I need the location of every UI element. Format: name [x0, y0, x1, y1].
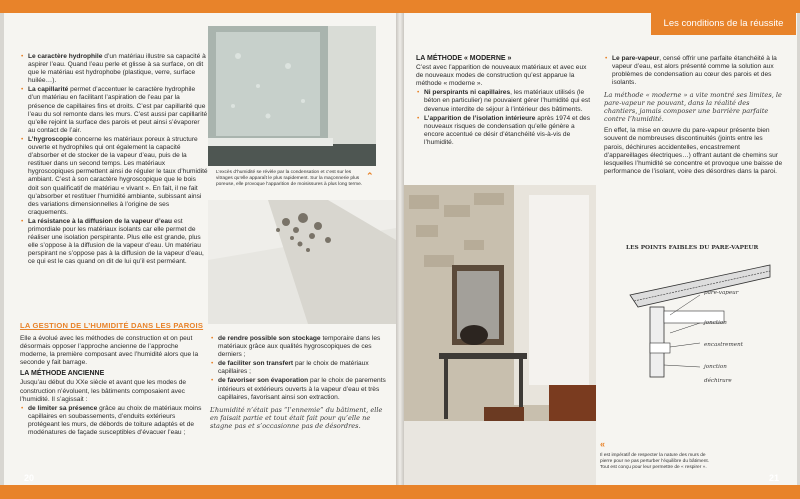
photo-caption: Il est impératif de respecter la nature des murs de pierre pour ne pas perturber l’équilibre du bâtiment. Tout est conçu pour leur permettre de « respirer ».	[600, 453, 710, 470]
page-number-left: 20	[24, 473, 35, 483]
keyword: L’apparition de l’isolation intérieure	[424, 114, 536, 122]
bullet-text: temporaire dans les matériaux grâce aux qualités hygroscopiques de ces derniers ;	[218, 335, 381, 359]
mold-corner-photo	[208, 200, 396, 324]
bullet-text: , les matériaux utilisés (le béton en particulier) ne pouvaient gérer l’humidité qui est devenue interdite de séjour à l’intérieur des bâtiments.	[424, 89, 591, 113]
bullet-evaporation	[210, 377, 390, 401]
bullet-text: après 1974 et des nouveaux risques de condensation qu’elle génère a encore accentué ce désir d’étanchéité vis-à-vis de l’humidité.	[424, 114, 591, 146]
bullet-limiter	[20, 405, 208, 437]
diagram-title: LES POINTS FAIBLES DU PARE-VAPEUR	[626, 245, 759, 251]
chevron-icon: «	[600, 439, 606, 449]
label-jonction-bottom: jonction	[704, 364, 727, 370]
bullet-perspirants	[416, 89, 594, 113]
keyword: de faciliter son transfert	[218, 360, 294, 368]
chevron-icon: ⌃	[366, 171, 374, 181]
keyword: Le caractère hydrophile	[28, 53, 103, 60]
chapter-header-tab: Les conditions de la réussite	[651, 13, 796, 35]
ancienne-intro: Jusqu’au début du XXe siècle et avant que les modes de construction n’évoluent, les bâtiments composaient avec l’humidité. Il s’agissait :	[20, 379, 187, 403]
keyword: L’hygroscopie	[28, 135, 73, 143]
label-encastrement: encastrement	[704, 342, 743, 348]
bullet-stockage	[210, 335, 390, 359]
keyword: Ni perspirants ni capillaires	[424, 89, 511, 97]
pare-vapeur-diagram	[620, 255, 780, 385]
section-title: LA GESTION DE L’HUMIDITÉ DANS LES PAROIS	[20, 321, 204, 330]
bullet-text: d’un matériau illustre sa capacité à aspirer l’eau. Quand l’eau perle et glisse à sa surface, on dit que le matériau est hydrophobe (plastique, verre, surface huilée…).	[28, 53, 206, 85]
window-caption: L’excès d’humidité se révèle par la condensation et c’est sur les vitrages qu’elle apparaît le plus rapidement. Sur la maçonnerie plus poreuse, elle provoque l’apparition de moisissures à plus long terme.	[216, 170, 363, 187]
left-page	[4, 13, 396, 485]
bullet-text: permet d’accentuer le caractère hydrophile d’un matériau en facilitant l’aspiration de l’eau par la présence de capillaires fins et droits. C’est par capillarité que l’eau du sol remonte dans les murs. C’est aussi par capillarité qu’elle rejoint la surface des parois et peut ainsi s’évaporer au contact de l’air.	[28, 86, 208, 134]
bullet-text: par le choix de parements intérieurs et extérieurs ouverts à la vapeur d’eau et très capillaires, favorisant ainsi son extraction.	[218, 377, 386, 401]
keyword: de rendre possible son stockage	[218, 335, 321, 342]
gestion-left-column	[20, 335, 208, 438]
keyword: Le pare-vapeur	[612, 55, 660, 62]
bullet-resistance	[20, 218, 208, 267]
spine-gutter	[396, 13, 404, 485]
label-dechirure: déchirure	[704, 378, 732, 384]
moderne-column	[416, 55, 594, 148]
keyword: de limiter sa présence	[28, 404, 98, 412]
gestion-right-column	[210, 335, 390, 431]
bullet-transfert	[210, 360, 390, 376]
bullet-text: par le choix de matériaux capillaires ;	[218, 360, 369, 376]
bullet-text: , censé offrir une parfaite étanchéité à la vapeur d’eau, est alors présenté comme la solution aux problèmes de condensation au cœur des parois et des isolants.	[612, 55, 777, 87]
handwritten-quote: La méthode « moderne » a vite montré ses limites, le pare-vapeur ne pouvant, dans la réalité des chantiers, jamais composer une barrière parfaite contre l’humidité.	[604, 91, 782, 124]
bullet-pare-vapeur	[604, 55, 784, 87]
moderne-intro: C’est avec l’apparition de nouveaux matériaux et avec eux de nouveaux modes de construction qu’est apparue la méthode « moderne ».	[416, 64, 587, 88]
keyword: La résistance à la diffusion de la vapeur d’eau	[28, 217, 173, 225]
bullet-capillarite	[20, 86, 208, 135]
bullet-hygroscopie	[20, 136, 208, 217]
stone-interior-photo	[404, 185, 596, 485]
bottom-band	[0, 485, 800, 499]
bullet-text: grâce au choix de matériaux moins capillaires en soubassements, d’enduits extérieurs protégeant les murs, de débords de toiture adaptés et de modénatures de façade susceptibles d’évacuer l’eau ;	[28, 404, 202, 437]
label-pare-vapeur: pare-vapeur	[704, 290, 739, 296]
moderne-title: LA MÉTHODE « MODERNE »	[416, 55, 512, 62]
right-page	[404, 13, 797, 485]
page-number-right: 21	[768, 473, 779, 483]
bullet-text: est primordiale pour les matériaux isolants car elle permet de réaliser une isolation perspirante. Plus elle est grande, plus elle s’oppose à la diffusion de la vapeur d’eau. Un matériau perspirant ne s’oppose pas à la diffusion de la vapeur d’eau, ce qui est le cas quand on dit de lui qu’il est perméant.	[28, 217, 204, 266]
paragraph-discontinuites: En effet, la mise en œuvre du pare-vapeur présente bien souvent de nombreuses discontinuités (joints entre les parois, déchirures accidentelles, encastrement d’appareillages électriques…) offrant autant de chemins sur lesquelles l’humidité se concentre et provoque une baisse de performance de l’isolant, voire des désordres dans la paroi.	[604, 127, 783, 175]
left-text-column	[20, 53, 208, 267]
ancienne-title: LA MÉTHODE ANCIENNE	[20, 370, 105, 378]
right-text-column	[604, 55, 784, 177]
window-condensation-photo	[208, 26, 376, 166]
keyword: La capillarité	[28, 86, 69, 94]
handwritten-quote: L’humidité n’était pas “l’ennemie” du bâtiment, elle en faisait partie et tout était fait pour qu’elle ne stagne pas et s’occasionne pas de désordres.	[210, 405, 383, 430]
top-band	[0, 0, 800, 13]
gestion-intro: Elle a évolué avec les méthodes de construction et on peut désormais opposer l’approche ancienne de l’approche moderne, la première composant avec l’humidité alors que la seconde y fait barrage.	[20, 335, 199, 367]
bullet-isolation	[416, 115, 594, 147]
bullet-text: concerne les matériaux poreux à structure ouverte et hydrophiles qui ont également la capacité d’absorber et de stocker de la vapeur d’eau, puis de la restituer dans un second temps. Les matériaux hygroscopiques permettent ainsi de réguler le taux d’humidité ambiant. C’est à son caractère hygroscopique que le bois doit son qualificatif de matériau « vivant ». En fait, il ne fait qu’absorber et restituer l’humidité ambiante, subissant ainsi des variations dimensionnelles à l’origine de ses craquements.	[28, 135, 208, 216]
label-jonction-top: jonction	[704, 320, 727, 326]
bullet-hydrophile	[20, 53, 208, 85]
gestion-section	[20, 318, 394, 332]
keyword: de favoriser son évaporation	[218, 377, 309, 385]
